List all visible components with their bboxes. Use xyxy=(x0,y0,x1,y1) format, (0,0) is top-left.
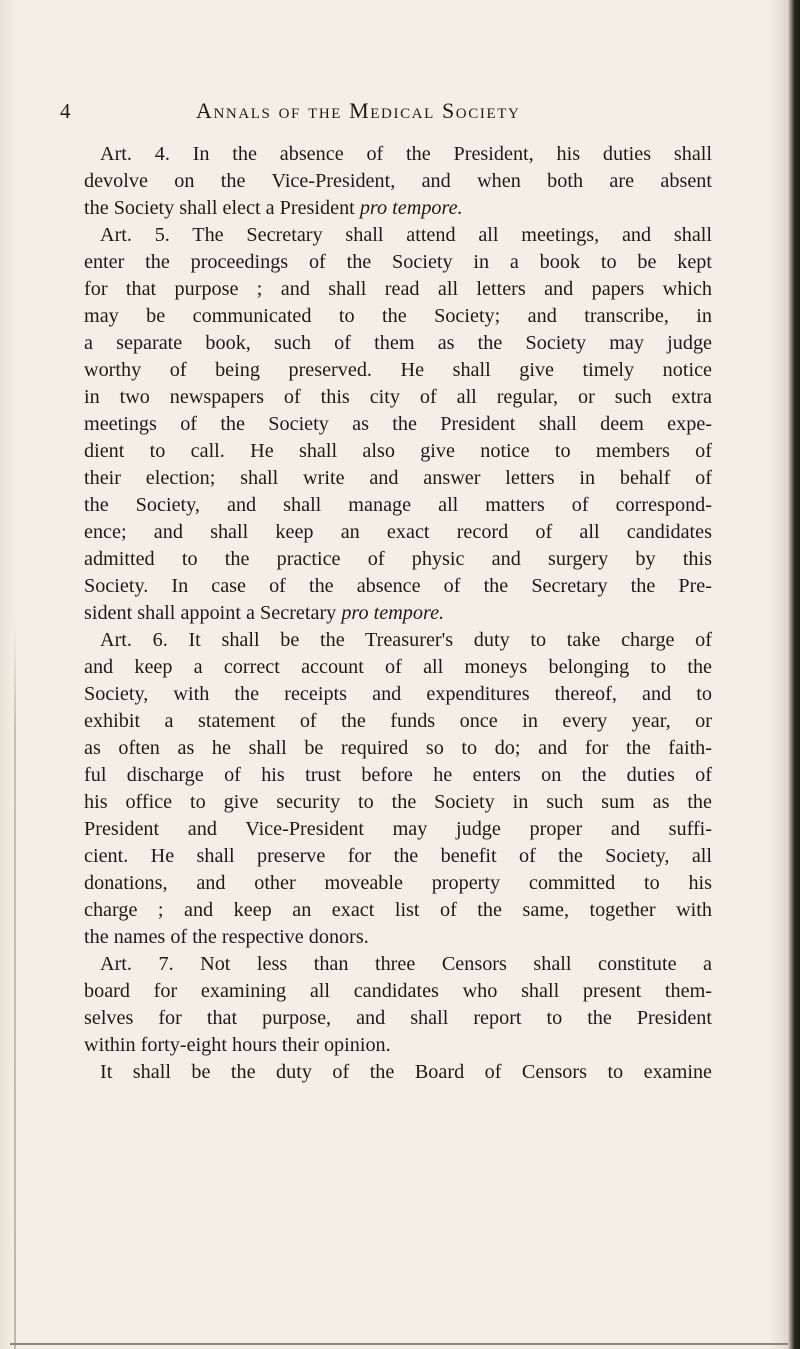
page-number: 4 xyxy=(60,99,71,123)
text-line: their election; shall write and answer letters in behalf of xyxy=(84,467,712,489)
page-header xyxy=(60,97,720,129)
text-line: dient to call. He shall also give notice to members of xyxy=(84,440,712,462)
italic-phrase: pro tempore. xyxy=(341,602,445,624)
body-text xyxy=(84,141,712,1086)
text-line: ful discharge of his trust before he enters on the duties of xyxy=(84,764,712,786)
text-line: devolve on the Vice-President, and when both are absent xyxy=(84,170,712,192)
text-line: ence; and shall keep an exact record of all candidates xyxy=(84,521,712,543)
page-bottom-edge xyxy=(10,1343,788,1345)
text-line: Art. 5. The Secretary shall attend all meetings, and shall xyxy=(100,224,712,246)
text-line xyxy=(84,600,712,627)
text-line: for that purpose ; and shall read all letters and papers which xyxy=(84,278,712,300)
running-head: Annals of the Medical Society xyxy=(196,98,521,123)
italic-phrase: pro tempore. xyxy=(359,197,463,219)
text-line: enter the proceedings of the Society in a book to be kept xyxy=(84,251,712,273)
text-line: and keep a correct account of all moneys belonging to the xyxy=(84,656,712,678)
text-line: Art. 4. In the absence of the President, his duties shall xyxy=(100,143,712,165)
text-line: cient. He shall preserve for the benefit of the Society, all xyxy=(84,845,712,867)
text-line: selves for that purpose, and shall report to the President xyxy=(84,1007,712,1029)
text-segment: sident shall appoint a Secretary xyxy=(84,602,342,624)
text-line: may be communicated to the Society; and transcribe, in xyxy=(84,305,712,327)
text-line: as often as he shall be required so to do; and for the faith- xyxy=(84,737,712,759)
text-line: a separate book, such of them as the Society may judge xyxy=(84,332,712,354)
text-segment: the Society shall elect a President xyxy=(84,197,360,219)
text-line: Art. 6. It shall be the Treasurer's duty to take charge of xyxy=(100,629,712,651)
text-line: It shall be the duty of the Board of Censors to examine xyxy=(100,1061,712,1083)
text-line: exhibit a statement of the funds once in every year, or xyxy=(84,710,712,732)
text-line: Society, with the receipts and expenditures thereof, and to xyxy=(84,683,712,705)
text-line: donations, and other moveable property committed to his xyxy=(84,872,712,894)
text-line: his office to give security to the Society in such sum as the xyxy=(84,791,712,813)
text-line: meetings of the Society as the President shall deem expe- xyxy=(84,413,712,435)
text-line: Society. In case of the absence of the Secretary the Pre- xyxy=(84,575,712,597)
page-gutter-shadow xyxy=(770,0,788,1349)
text-line: Art. 7. Not less than three Censors shall constitute a xyxy=(100,953,712,975)
text-line: in two newspapers of this city of all regular, or such extra xyxy=(84,386,712,408)
page-binding-shadow xyxy=(14,620,16,1349)
text-line xyxy=(84,195,712,222)
text-line: the names of the respective donors. xyxy=(84,926,369,948)
text-line: board for examining all candidates who shall present them- xyxy=(84,980,712,1002)
page-right-edge xyxy=(788,0,800,1349)
text-line: admitted to the practice of physic and surgery by this xyxy=(84,548,712,570)
text-line: the Society, and shall manage all matters of correspond- xyxy=(84,494,712,516)
text-line: worthy of being preserved. He shall give timely notice xyxy=(84,359,712,381)
text-line: President and Vice-President may judge proper and suffi- xyxy=(84,818,712,840)
text-line: within forty-eight hours their opinion. xyxy=(84,1034,391,1056)
text-line: charge ; and keep an exact list of the same, together with xyxy=(84,899,712,921)
